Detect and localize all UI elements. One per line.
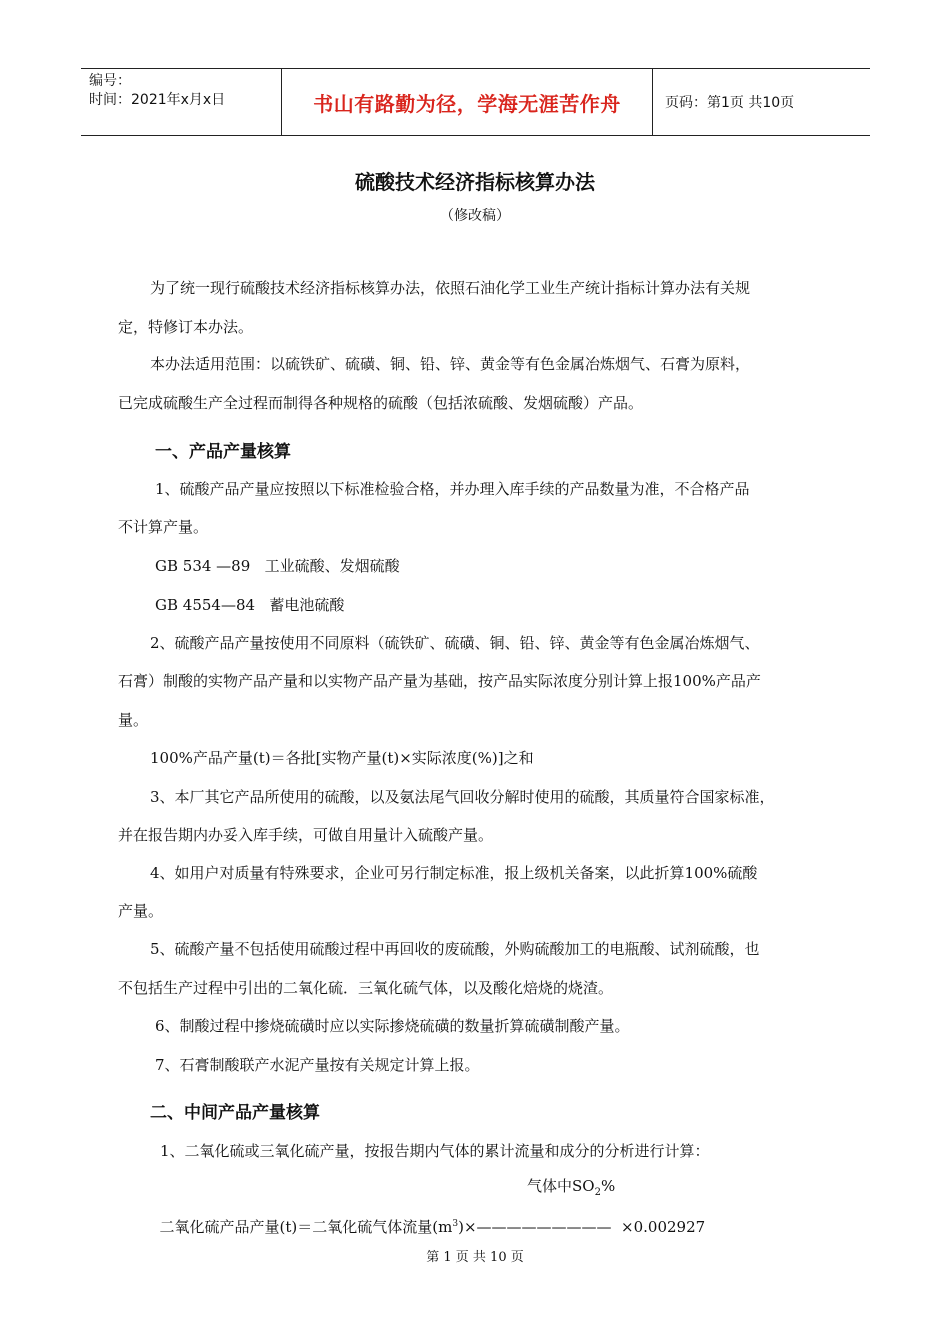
header-page-label: 页码：第1页 共10页: [665, 95, 795, 111]
section-heading-1: 一、产品产量核算: [155, 442, 291, 462]
paragraph-line: 3、本厂其它产品所使用的硫酸，以及氨法尾气回收分解时使用的硫酸，其质量符合国家标准，: [150, 788, 775, 806]
doc-subtitle: （修改稿）: [440, 208, 510, 224]
formula-line-so2: 二氧化硫产品产量(t)＝二氧化硫气体流量$(m^3)\times————————— \times 0.002927$: [159, 1218, 706, 1236]
fraction-numerator: 气体中$SO_2\%$: [527, 1177, 616, 1198]
doc-time-label: 时间：2021年x月x日: [89, 92, 226, 108]
paragraph-line: 不包括生产过程中引出的二氧化硫．三氧化硫气体，以及酸化焙烧的烧渣。: [118, 979, 614, 997]
paragraph-line: 为了统一现行硫酸技术经济指标核算办法，依照石油化学工业生产统计指标计算办法有关规: [150, 279, 751, 297]
section-heading-2: 二、中间产品产量核算: [150, 1103, 320, 1123]
standard-line: GB 4554—84 蓄电池硫酸: [155, 596, 345, 614]
paragraph-line: 7、石膏制酸联产水泥产量按有关规定计算上报。: [155, 1056, 480, 1074]
paragraph-line: 不计算产量。: [118, 518, 209, 536]
paragraph-line: 4、如用户对质量有特殊要求，企业可另行制定标准，报上级机关备案，以此折算100%硫酸: [150, 864, 758, 882]
header-motto: 书山有路勤为径，学海无涯苦作舟: [313, 91, 621, 116]
paragraph-line: 1、二氧化硫或三氧化硫产量，按报告期内气体的累计流量和成分的分析进行计算：: [160, 1142, 710, 1160]
header-table: [81, 68, 870, 136]
header-page-cell: [653, 69, 870, 135]
page-footer: 第 1 页 共 10 页: [426, 1250, 524, 1265]
paragraph-line: 量。: [118, 711, 149, 729]
paragraph-line: 石膏）制酸的实物产品产量和以实物产品产量为基础，按产品实际浓度分别计算上报100%产品产: [118, 672, 761, 690]
paragraph-line: 已完成硫酸生产全过程而制得各种规格的硫酸（包括浓硫酸、发烟硫酸）产品。: [118, 394, 644, 412]
paragraph-line: 5、硫酸产量不包括使用硫酸过程中再回收的废硫酸，外购硫酸加工的电瓶酸、试剂硫酸，也: [150, 940, 760, 958]
standard-line: GB 534 —89 工业硫酸、发烟硫酸: [155, 557, 400, 575]
doc-number-label: 编号：: [89, 73, 131, 89]
paragraph-line: 2、硫酸产品产量按使用不同原料（硫铁矿、硫磺、铜、铅、锌、黄金等有色金属冶炼烟气、: [150, 634, 760, 652]
paragraph-line: 并在报告期内办妥入库手续，可做自用量计入硫酸产量。: [118, 826, 494, 844]
paragraph-line: 本办法适用范围：以硫铁矿、硫磺、铜、铅、锌、黄金等有色金属冶炼烟气、石膏为原料，: [150, 355, 751, 373]
doc-title: 硫酸技术经济指标核算办法: [355, 170, 595, 194]
paragraph-line: 定，特修订本办法。: [118, 318, 254, 336]
paragraph-line: 产量。: [118, 902, 164, 920]
header-motto-cell: [281, 69, 653, 135]
header-meta-cell: [81, 69, 281, 135]
formula-line: 100%产品产量(t)＝各批[实物产量(t)×实际浓度(%)]之和: [150, 749, 534, 767]
paragraph-line: 1、硫酸产品产量应按照以下标准检验合格，并办理入库手续的产品数量为准，不合格产品: [155, 480, 750, 498]
paragraph-line: 6、制酸过程中掺烧硫磺时应以实际掺烧硫磺的数量折算硫磺制酸产量。: [155, 1017, 630, 1035]
